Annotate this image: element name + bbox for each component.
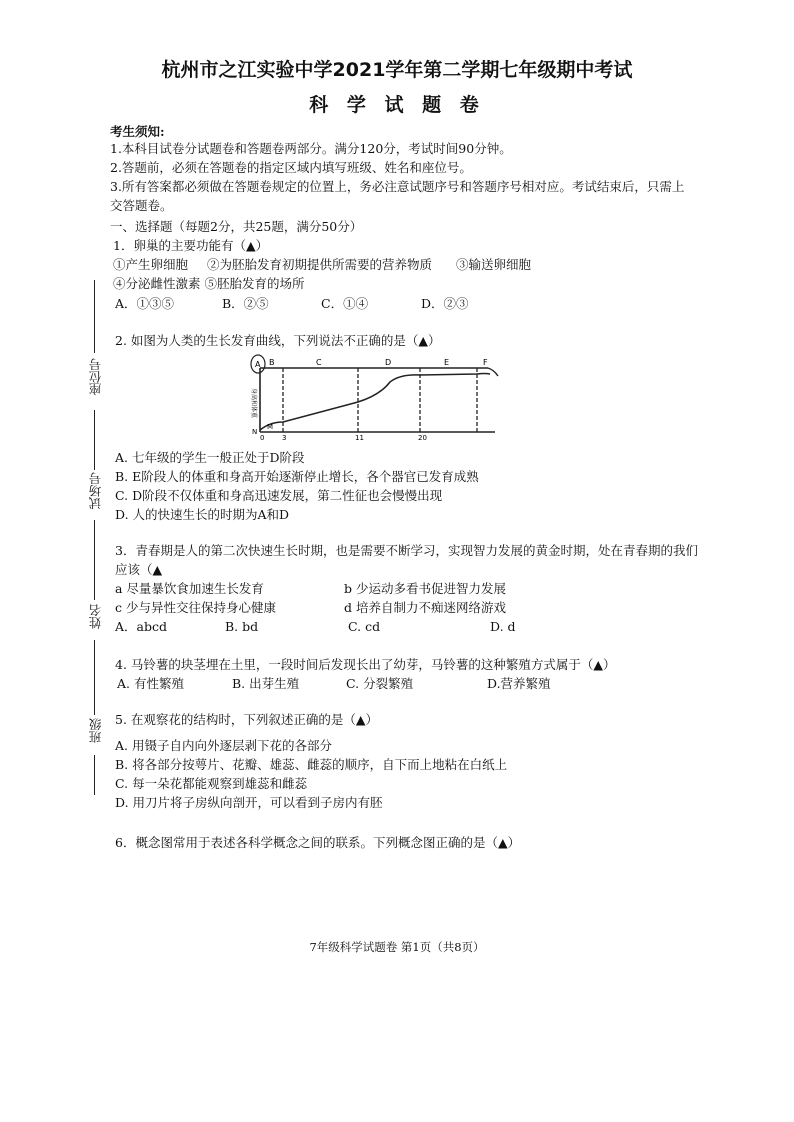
binding-line-1 (94, 280, 95, 353)
exam-room-field[interactable] (94, 520, 95, 600)
q3-stem-line1: 3．青春期是人的第二次快速生长时期，也是需要不断学习，实现智力发展的黄金时期，处在青春期的我们 (115, 543, 698, 558)
page-subtitle: 科 学 试 题 卷 (309, 94, 485, 116)
q5-option-d: D. 用刀片将子房纵向剖开，可以看到子房内有胚 (115, 795, 383, 810)
y-axis-label: 身高和体重 (250, 388, 257, 419)
q1-option-a: A．①③⑤ (115, 296, 175, 311)
q1-choice-1: ①产生卵细胞 (113, 257, 189, 272)
notice-item-4: 交答题卷。 (110, 198, 173, 213)
q4-stem: 4. 马铃薯的块茎埋在土里，一段时间后发现长出了幼芽，马铃薯的这种繁殖方式属于（▲） (115, 657, 616, 672)
notice-heading: 考生须知: (110, 124, 165, 139)
x-tick-11: 11 (355, 434, 364, 442)
seat-number-field[interactable] (94, 410, 95, 470)
q3-option-a: A．abcd (115, 619, 167, 634)
q1-option-c: C．①④ (321, 296, 369, 311)
name-label: 姓名 (88, 604, 103, 629)
origin-label-n: N (252, 428, 258, 436)
class-field[interactable] (94, 755, 95, 795)
q1-stem: 1．卵巢的主要功能有（▲） (113, 238, 269, 253)
page-title: 杭州市之江实验中学2021学年第二学期七年级期中考试 (161, 59, 633, 81)
exam-room-label: 试场号 (88, 472, 103, 510)
q3-choice-c: c 少与异性交往保持身心健康 (115, 600, 276, 615)
q1-choice-3: ③输送卵细胞 (456, 257, 532, 272)
q3-option-b: B. bd (225, 619, 259, 634)
q6-stem: 6．概念图常用于表述各科学概念之间的联系。下列概念图正确的是（▲） (115, 835, 521, 850)
q2-option-a: A. 七年级的学生一般正处于D阶段 (115, 450, 305, 465)
q1-option-d: D．②③ (421, 296, 469, 311)
notice-item-1: 1.本科目试卷分试题卷和答题卷两部分。满分120分，考试时间90分钟。 (110, 141, 512, 156)
q2-stem: 2. 如图为人类的生长发育曲线，下列说法不正确的是（▲） (115, 333, 441, 348)
stage-label-c: C (316, 358, 322, 367)
q4-option-d: D.营养繁殖 (487, 676, 551, 691)
q3-option-c: C. cd (348, 619, 381, 634)
q3-choice-d: d 培养自制力不痴迷网络游戏 (344, 600, 506, 615)
origin-label-m: M (267, 423, 274, 431)
q4-option-b: B. 出芽生殖 (232, 676, 300, 691)
q5-option-b: B. 将各部分按萼片、花瓣、雄蕊、雌蕊的顺序，自下而上地粘在白纸上 (115, 757, 508, 772)
page-footer: 7年级科学试题卷 第1页（共8页） (309, 940, 485, 954)
x-tick-3: 3 (282, 434, 287, 442)
stage-label-f: F (483, 358, 488, 367)
section-heading: 一、选择题（每题2分，共25题，满分50分） (110, 219, 363, 234)
stage-label-e: E (444, 358, 450, 367)
q2-option-b: B. E阶段人的体重和身高开始逐渐停止增长，各个器官已发育成熟 (115, 469, 479, 484)
name-field[interactable] (94, 640, 95, 715)
x-tick-0: 0 (260, 434, 265, 442)
q5-option-a: A. 用镊子自内向外逐层剥下花的各部分 (115, 738, 332, 753)
q2-option-d: D. 人的快速生长的时期为A和D (115, 507, 290, 522)
q4-option-a: A. 有性繁殖 (117, 676, 184, 691)
growth-curve-figure (240, 350, 505, 442)
q3-option-d: D. d (490, 619, 516, 634)
stage-label-d: D (385, 358, 392, 367)
q2-option-c: C. D阶段不仅体重和身高迅速发展，第二性征也会慢慢出现 (115, 488, 443, 503)
stage-label-b: B (269, 358, 275, 367)
class-label: 班级 (88, 718, 103, 743)
notice-item-3: 3.所有答案都必须做在答题卷规定的位置上，务必注意试题序号和答题序号相对应。考试结束后，只需上 (110, 179, 685, 194)
q1-choice-45: ④分泌雌性激素 ⑤胚胎发育的场所 (113, 276, 305, 291)
x-tick-20: 20 (418, 434, 427, 442)
notice-item-2: 2.答题前，必须在答题卷的指定区域内填写班级、姓名和座位号。 (110, 160, 472, 175)
q5-stem: 5. 在观察花的结构时，下列叙述正确的是（▲） (115, 712, 379, 727)
stage-label-a: A (255, 360, 261, 369)
q3-choice-b: b 少运动多看书促进智力发展 (344, 581, 506, 596)
q4-option-c: C. 分裂繁殖 (346, 676, 414, 691)
q3-stem-line2: 应该（▲ (115, 562, 163, 577)
q1-choice-2: ②为胚胎发育初期提供所需要的营养物质 (207, 257, 433, 272)
seat-number-label: 座位号 (88, 358, 103, 396)
q3-choice-a: a 尽量暴饮食加速生长发育 (115, 581, 264, 596)
q1-option-b: B．②⑤ (222, 296, 269, 311)
q5-option-c: C. 每一朵花都能观察到雄蕊和雌蕊 (115, 776, 308, 791)
